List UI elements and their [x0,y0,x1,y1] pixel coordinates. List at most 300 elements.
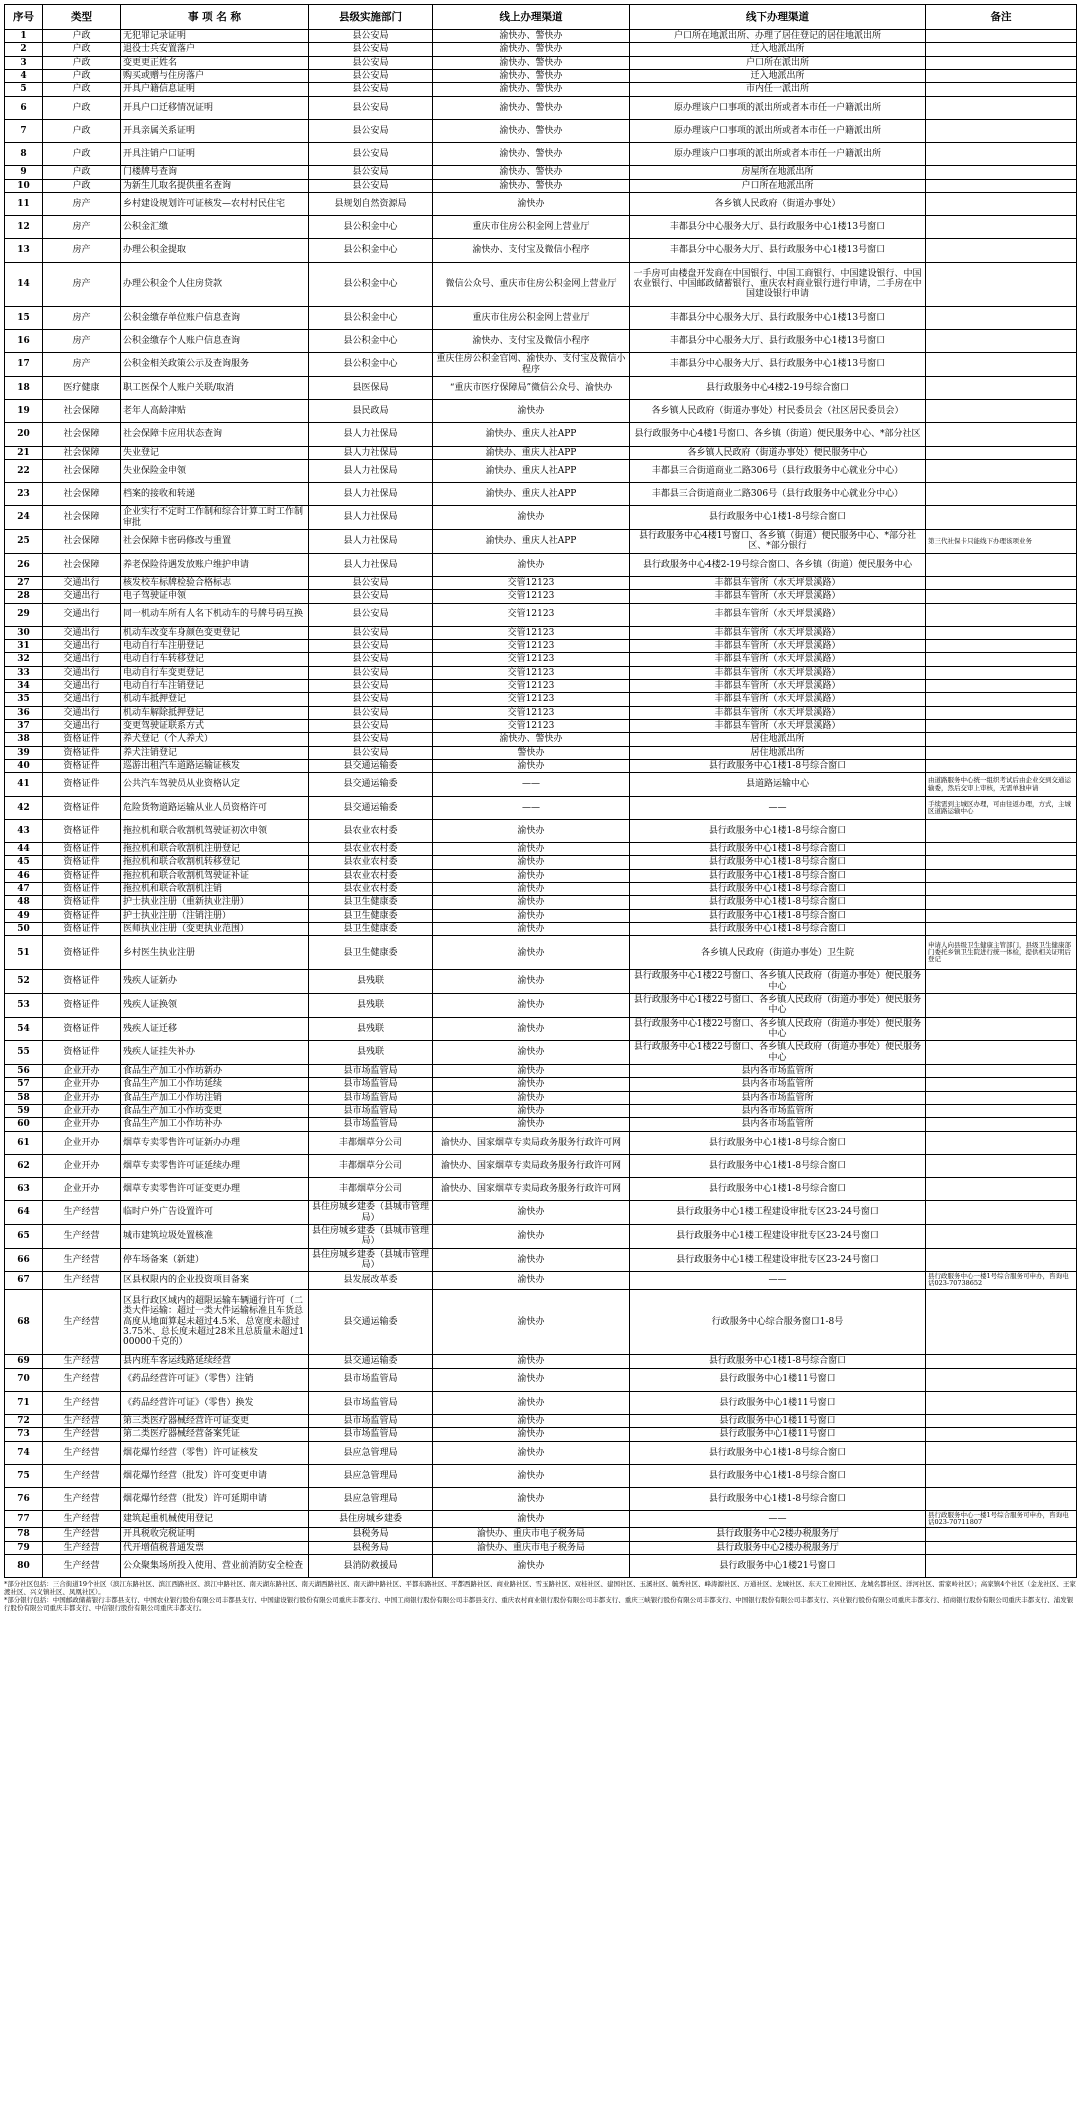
row-offline-channel: 原办理该户口事项的派出所或者本市任一户籍派出所 [630,119,926,142]
table-row [5,1528,1077,1541]
row-type: 资格证件 [43,936,121,970]
row-offline-channel: 各乡镇人民政府（街道办事处）便民服务中心 [630,446,926,459]
row-number: 12 [5,216,43,239]
row-type: 资格证件 [43,760,121,773]
row-department: 丰都烟草分公司 [309,1131,433,1154]
table-row [5,936,1077,970]
row-item-name: 开具户口迁移情况证明 [121,96,309,119]
row-offline-channel: 县行政服务中心1楼1-8号综合窗口 [630,869,926,882]
row-remarks [926,1289,1077,1355]
row-item-name: 食品生产加工小作坊新办 [121,1065,309,1078]
row-number: 47 [5,883,43,896]
row-department: 县公安局 [309,166,433,179]
row-item-name: 《药品经营许可证》（零售）注销 [121,1368,309,1391]
table-row [5,1428,1077,1441]
row-remarks [926,1065,1077,1078]
footnotes [4,1580,1076,1613]
row-remarks [926,883,1077,896]
row-offline-channel: 县内各市场监管所 [630,1078,926,1091]
table-row [5,896,1077,909]
row-department: 县公积金中心 [309,216,433,239]
row-item-name: 核发校车标牌检验合格标志 [121,576,309,589]
row-online-channel: 渝快办 [433,843,630,856]
row-type: 社会保障 [43,446,121,459]
row-item-name: 公共汽车驾驶员从业资格认定 [121,773,309,796]
row-item-name: 公积金相关政策公示及查询服务 [121,353,309,377]
row-offline-channel: 各乡镇人民政府（街道办事处） [630,192,926,215]
row-number: 79 [5,1541,43,1554]
row-type: 资格证件 [43,746,121,759]
row-department: 县公安局 [309,70,433,83]
row-number: 22 [5,459,43,482]
table-row [5,216,1077,239]
row-item-name: 《药品经营许可证》（零售）换发 [121,1391,309,1414]
row-remarks [926,400,1077,423]
row-number: 67 [5,1272,43,1289]
row-type: 生产经营 [43,1224,121,1248]
row-type: 生产经营 [43,1488,121,1511]
row-type: 社会保障 [43,506,121,530]
row-online-channel: 渝快办 [433,400,630,423]
table-row [5,603,1077,626]
footnote-banks: *部分银行包括：中国邮政储蓄银行丰都县支行、中国农业银行股份有限公司丰都县支行、中国建设银行股份有限公司重庆丰都支行、中国工商银行股份有限公司丰都县支行、重庆农村商业银行股份有限公司丰都支行、重庆三峡银行股份有限公司丰都支行、中国银行股份有限公司丰都支行、兴业银行股份有限公司重庆丰都支行、招商银行股份有限公司重庆丰都支行、浦发银行股份有限公司重庆丰都支行、中信银行股份有限公司重庆丰都支行。 [4,1596,1074,1613]
row-remarks [926,576,1077,589]
row-offline-channel: 丰都县车管所（水天坪景溪路） [630,603,926,626]
row-type: 生产经营 [43,1555,121,1578]
row-number: 52 [5,970,43,994]
row-remarks [926,1441,1077,1464]
row-online-channel: 渝快办 [433,1041,630,1065]
row-department: 县卫生健康委 [309,896,433,909]
table-row [5,529,1077,553]
row-item-name: 开具注销户口证明 [121,143,309,166]
row-type: 交通出行 [43,720,121,733]
row-item-name: 办理公积金个人住房贷款 [121,262,309,306]
row-type: 社会保障 [43,553,121,576]
row-remarks [926,746,1077,759]
row-offline-channel: 户口所在地派出所 [630,179,926,192]
row-online-channel: 渝快办、警快办 [433,119,630,142]
row-offline-channel: 户口所在地派出所、办理了居住登记的居住地派出所 [630,30,926,43]
row-type: 房产 [43,306,121,329]
row-department: 县应急管理局 [309,1488,433,1511]
row-online-channel: 渝快办 [433,1017,630,1041]
row-department: 县住房城乡建委（县城市管理局） [309,1248,433,1272]
row-remarks [926,680,1077,693]
table-row [5,239,1077,262]
row-number: 8 [5,143,43,166]
table-row [5,506,1077,530]
row-offline-channel: 县行政服务中心4楼2-19号综合窗口、各乡镇（街道）便民服务中心 [630,553,926,576]
row-offline-channel: 县行政服务中心1楼1-8号综合窗口 [630,1441,926,1464]
row-item-name: 乡村医生执业注册 [121,936,309,970]
row-online-channel: 渝快办、警快办 [433,166,630,179]
row-number: 39 [5,746,43,759]
row-online-channel: 渝快办、警快办 [433,733,630,746]
row-remarks [926,1201,1077,1225]
table-row [5,1511,1077,1528]
row-offline-channel: 县行政服务中心1楼1-8号综合窗口 [630,1154,926,1177]
header-type: 类型 [43,5,121,30]
row-department: 县公安局 [309,43,433,56]
table-row [5,1289,1077,1355]
row-item-name: 医师执业注册（变更执业范围） [121,923,309,936]
row-department: 丰都烟草分公司 [309,1154,433,1177]
row-number: 26 [5,553,43,576]
row-item-name: 护士执业注册（注销注册） [121,909,309,922]
row-item-name: 食品生产加工小作坊延续 [121,1078,309,1091]
row-remarks [926,1131,1077,1154]
row-number: 38 [5,733,43,746]
table-row [5,1441,1077,1464]
table-row [5,923,1077,936]
row-item-name: 烟花爆竹经营（批发）许可延期申请 [121,1488,309,1511]
row-department: 县住房城乡建委（县城市管理局） [309,1224,433,1248]
row-offline-channel: 丰都县车管所（水天坪景溪路） [630,693,926,706]
row-online-channel: 渝快办、国家烟草专卖局政务服务行政许可网 [433,1178,630,1201]
table-row [5,43,1077,56]
row-online-channel: 渝快办、警快办 [433,83,630,96]
row-remarks [926,1368,1077,1391]
row-item-name: 临时户外广告设置许可 [121,1201,309,1225]
row-type: 生产经营 [43,1289,121,1355]
row-item-name: 职工医保个人账户关联/取消 [121,376,309,399]
row-offline-channel: 丰都县分中心服务大厅、县行政服务中心1楼13号窗口 [630,330,926,353]
table-row [5,733,1077,746]
row-remarks [926,179,1077,192]
row-department: 县市场监管局 [309,1105,433,1118]
row-online-channel: 交管12123 [433,666,630,679]
row-department: 县人力社保局 [309,553,433,576]
row-item-name: 机动车抵押登记 [121,693,309,706]
table-row [5,653,1077,666]
row-remarks [926,869,1077,882]
row-remarks [926,1528,1077,1541]
table-row [5,1131,1077,1154]
row-type: 社会保障 [43,459,121,482]
row-online-channel: 渝快办、重庆人社APP [433,529,630,553]
header-department: 县级实施部门 [309,5,433,30]
row-online-channel: 渝快办、警快办 [433,43,630,56]
row-offline-channel: 县行政服务中心1楼工程建设审批专区23-24号窗口 [630,1248,926,1272]
row-number: 13 [5,239,43,262]
row-offline-channel: 丰都县分中心服务大厅、县行政服务中心1楼13号窗口 [630,216,926,239]
table-row [5,166,1077,179]
table-row [5,1488,1077,1511]
row-item-name: 乡村建设规划许可证核发—农村村民住宅 [121,192,309,215]
row-remarks [926,923,1077,936]
row-item-name: 拖拉机和联合收割机驾驶证初次申领 [121,819,309,842]
row-type: 生产经营 [43,1414,121,1427]
row-department: 县市场监管局 [309,1391,433,1414]
row-remarks [926,1248,1077,1272]
row-remarks [926,1428,1077,1441]
service-table [4,4,1077,1578]
row-offline-channel: 县行政服务中心4楼1号窗口、各乡镇（街道）便民服务中心、*部分社区 [630,423,926,446]
row-number: 58 [5,1091,43,1104]
row-number: 75 [5,1464,43,1487]
row-item-name: 烟花爆竹经营（零售）许可证核发 [121,1441,309,1464]
row-remarks [926,166,1077,179]
row-online-channel: 渝快办、警快办 [433,56,630,69]
row-department: 县交通运输委 [309,760,433,773]
row-offline-channel: 县行政服务中心2楼办税服务厅 [630,1528,926,1541]
row-online-channel: 交管12123 [433,626,630,639]
row-offline-channel: 丰都县三合街道商业二路306号（县行政服务中心就业分中心） [630,459,926,482]
row-online-channel: 交管12123 [433,576,630,589]
row-department: 县公积金中心 [309,262,433,306]
row-offline-channel: 县行政服务中心1楼1-8号综合窗口 [630,1178,926,1201]
row-online-channel: 交管12123 [433,693,630,706]
row-type: 资格证件 [43,843,121,856]
table-row [5,909,1077,922]
row-department: 县农业农村委 [309,869,433,882]
table-row [5,1078,1077,1091]
row-number: 25 [5,529,43,553]
row-department: 县公安局 [309,143,433,166]
table-row [5,1154,1077,1177]
row-online-channel: 渝快办、重庆人社APP [433,446,630,459]
row-number: 6 [5,96,43,119]
row-online-channel: 交管12123 [433,680,630,693]
row-online-channel: 交管12123 [433,706,630,719]
row-online-channel: 渝快办 [433,1555,630,1578]
row-item-name: 机动车改变车身颜色变更登记 [121,626,309,639]
table-row [5,706,1077,719]
header-online-channel: 线上办理渠道 [433,5,630,30]
row-type: 生产经营 [43,1355,121,1368]
row-online-channel: 渝快办 [433,1414,630,1427]
row-department: 县公积金中心 [309,239,433,262]
row-department: 县公安局 [309,56,433,69]
table-row [5,993,1077,1017]
row-offline-channel: 丰都县车管所（水天坪景溪路） [630,706,926,719]
row-item-name: 区县权限内的企业投资项目备案 [121,1272,309,1289]
row-number: 51 [5,936,43,970]
row-type: 交通出行 [43,653,121,666]
table-row [5,70,1077,83]
table-row [5,30,1077,43]
row-type: 生产经营 [43,1201,121,1225]
table-row [5,1091,1077,1104]
row-offline-channel: 迁入地派出所 [630,43,926,56]
row-remarks [926,459,1077,482]
row-department: 县农业农村委 [309,819,433,842]
row-type: 户政 [43,70,121,83]
row-item-name: 食品生产加工小作坊变更 [121,1105,309,1118]
row-type: 资格证件 [43,773,121,796]
row-department: 县市场监管局 [309,1065,433,1078]
row-item-name: 护士执业注册（重新执业注册） [121,896,309,909]
row-number: 59 [5,1105,43,1118]
row-type: 资格证件 [43,993,121,1017]
row-offline-channel: 县行政服务中心4楼2-19号综合窗口 [630,376,926,399]
row-type: 企业开办 [43,1154,121,1177]
row-remarks [926,843,1077,856]
row-item-name: 巡游出租汽车道路运输证核发 [121,760,309,773]
row-online-channel: 渝快办、警快办 [433,96,630,119]
row-remarks [926,239,1077,262]
row-type: 房产 [43,192,121,215]
row-number: 2 [5,43,43,56]
row-online-channel: 渝快办 [433,1272,630,1289]
row-remarks [926,1091,1077,1104]
row-remarks [926,970,1077,994]
row-item-name: 停车场备案（新建） [121,1248,309,1272]
row-item-name: 养犬注销登记 [121,746,309,759]
row-offline-channel: 县道路运输中心 [630,773,926,796]
row-number: 60 [5,1118,43,1131]
row-department: 县残联 [309,1017,433,1041]
table-row [5,119,1077,142]
row-online-channel: 渝快办 [433,1428,630,1441]
row-offline-channel: 丰都县车管所（水天坪景溪路） [630,720,926,733]
row-online-channel: 渝快办、警快办 [433,179,630,192]
row-online-channel: 渝快办、警快办 [433,30,630,43]
row-type: 资格证件 [43,883,121,896]
table-row [5,1118,1077,1131]
row-offline-channel: 县行政服务中心1楼1-8号综合窗口 [630,923,926,936]
row-number: 72 [5,1414,43,1427]
row-remarks [926,1078,1077,1091]
row-offline-channel: 各乡镇人民政府（街道办事处）村民委员会（社区居民委员会） [630,400,926,423]
row-online-channel: 渝快办、重庆人社APP [433,483,630,506]
row-department: 县公安局 [309,603,433,626]
table-row [5,1105,1077,1118]
row-offline-channel: 居住地派出所 [630,733,926,746]
row-online-channel: 渝快办 [433,923,630,936]
row-number: 55 [5,1041,43,1065]
row-online-channel: 渝快办 [433,1118,630,1131]
table-row [5,720,1077,733]
row-offline-channel: 户口所在派出所 [630,56,926,69]
row-online-channel: 交管12123 [433,640,630,653]
row-item-name: 养犬登记（个人养犬） [121,733,309,746]
row-department: 县规划自然资源局 [309,192,433,215]
row-type: 生产经营 [43,1391,121,1414]
row-item-name: 县内班车客运线路延续经营 [121,1355,309,1368]
row-remarks [926,909,1077,922]
row-type: 医疗健康 [43,376,121,399]
row-number: 24 [5,506,43,530]
row-offline-channel: 丰都县车管所（水天坪景溪路） [630,576,926,589]
row-item-name: 城市建筑垃圾处置核准 [121,1224,309,1248]
row-type: 生产经营 [43,1248,121,1272]
row-department: 县税务局 [309,1528,433,1541]
table-row [5,760,1077,773]
row-online-channel: 重庆住房公积金官网、渝快办、支付宝及微信小程序 [433,353,630,377]
row-remarks [926,1391,1077,1414]
row-item-name: 烟花爆竹经营（批发）许可变更申请 [121,1464,309,1487]
row-type: 房产 [43,330,121,353]
row-number: 30 [5,626,43,639]
row-number: 74 [5,1441,43,1464]
row-department: 县市场监管局 [309,1118,433,1131]
row-remarks [926,626,1077,639]
row-offline-channel: 县内各市场监管所 [630,1091,926,1104]
row-remarks [926,896,1077,909]
row-number: 46 [5,869,43,882]
row-department: 县应急管理局 [309,1441,433,1464]
row-remarks [926,603,1077,626]
row-item-name: 办理公积金提取 [121,239,309,262]
row-item-name: 失业登记 [121,446,309,459]
row-type: 生产经营 [43,1368,121,1391]
row-remarks [926,1555,1077,1578]
table-row [5,1355,1077,1368]
row-offline-channel: 市内任一派出所 [630,83,926,96]
row-online-channel: 渝快办、国家烟草专卖局政务服务行政许可网 [433,1131,630,1154]
row-offline-channel: 县行政服务中心4楼1号窗口、各乡镇（街道）便民服务中心、*部分社区、*部分银行 [630,529,926,553]
table-row [5,262,1077,306]
row-type: 生产经营 [43,1428,121,1441]
row-item-name: 公积金汇缴 [121,216,309,239]
row-department: 县税务局 [309,1541,433,1554]
row-department: 县人力社保局 [309,506,433,530]
row-number: 10 [5,179,43,192]
row-item-name: 变更更正姓名 [121,56,309,69]
row-department: 县农业农村委 [309,856,433,869]
row-number: 65 [5,1224,43,1248]
row-item-name: 残疾人证换领 [121,993,309,1017]
row-department: 县发展改革委 [309,1272,433,1289]
row-online-channel: 渝快办 [433,1248,630,1272]
table-row [5,590,1077,603]
row-department: 县公安局 [309,706,433,719]
row-remarks [926,216,1077,239]
row-department: 县交通运输委 [309,773,433,796]
table-row [5,746,1077,759]
row-type: 社会保障 [43,483,121,506]
row-department: 县卫生健康委 [309,909,433,922]
row-department: 县农业农村委 [309,843,433,856]
row-department: 县市场监管局 [309,1428,433,1441]
row-type: 交通出行 [43,706,121,719]
row-type: 房产 [43,353,121,377]
row-remarks [926,353,1077,377]
row-offline-channel: 丰都县车管所（水天坪景溪路） [630,653,926,666]
table-row [5,1414,1077,1427]
row-online-channel: 渝快办、警快办 [433,143,630,166]
table-row [5,1224,1077,1248]
row-item-name: 机动车解除抵押登记 [121,706,309,719]
row-online-channel: 渝快办 [433,909,630,922]
table-row [5,192,1077,215]
row-offline-channel: 县行政服务中心1楼工程建设审批专区23-24号窗口 [630,1224,926,1248]
row-type: 交通出行 [43,693,121,706]
row-type: 资格证件 [43,1041,121,1065]
row-item-name: 同一机动车所有人名下机动车的号牌号码互换 [121,603,309,626]
row-item-name: 公积金缴存单位账户信息查询 [121,306,309,329]
row-remarks [926,1464,1077,1487]
row-department: 县医保局 [309,376,433,399]
row-remarks [926,760,1077,773]
row-offline-channel: 县行政服务中心1楼22号窗口、各乡镇人民政府（街道办事处）便民服务中心 [630,993,926,1017]
row-online-channel: 渝快办 [433,1355,630,1368]
row-type: 社会保障 [43,529,121,553]
row-department: 县卫生健康委 [309,936,433,970]
row-number: 3 [5,56,43,69]
row-item-name: 为新生儿取名提供重名查询 [121,179,309,192]
row-department: 县交通运输委 [309,1289,433,1355]
row-number: 57 [5,1078,43,1091]
row-item-name: 养老保险待遇发放账户维护申请 [121,553,309,576]
row-remarks [926,1041,1077,1065]
row-item-name: 第二类医疗器械经营备案凭证 [121,1428,309,1441]
row-number: 9 [5,166,43,179]
row-number: 21 [5,446,43,459]
row-item-name: 档案的接收和转递 [121,483,309,506]
